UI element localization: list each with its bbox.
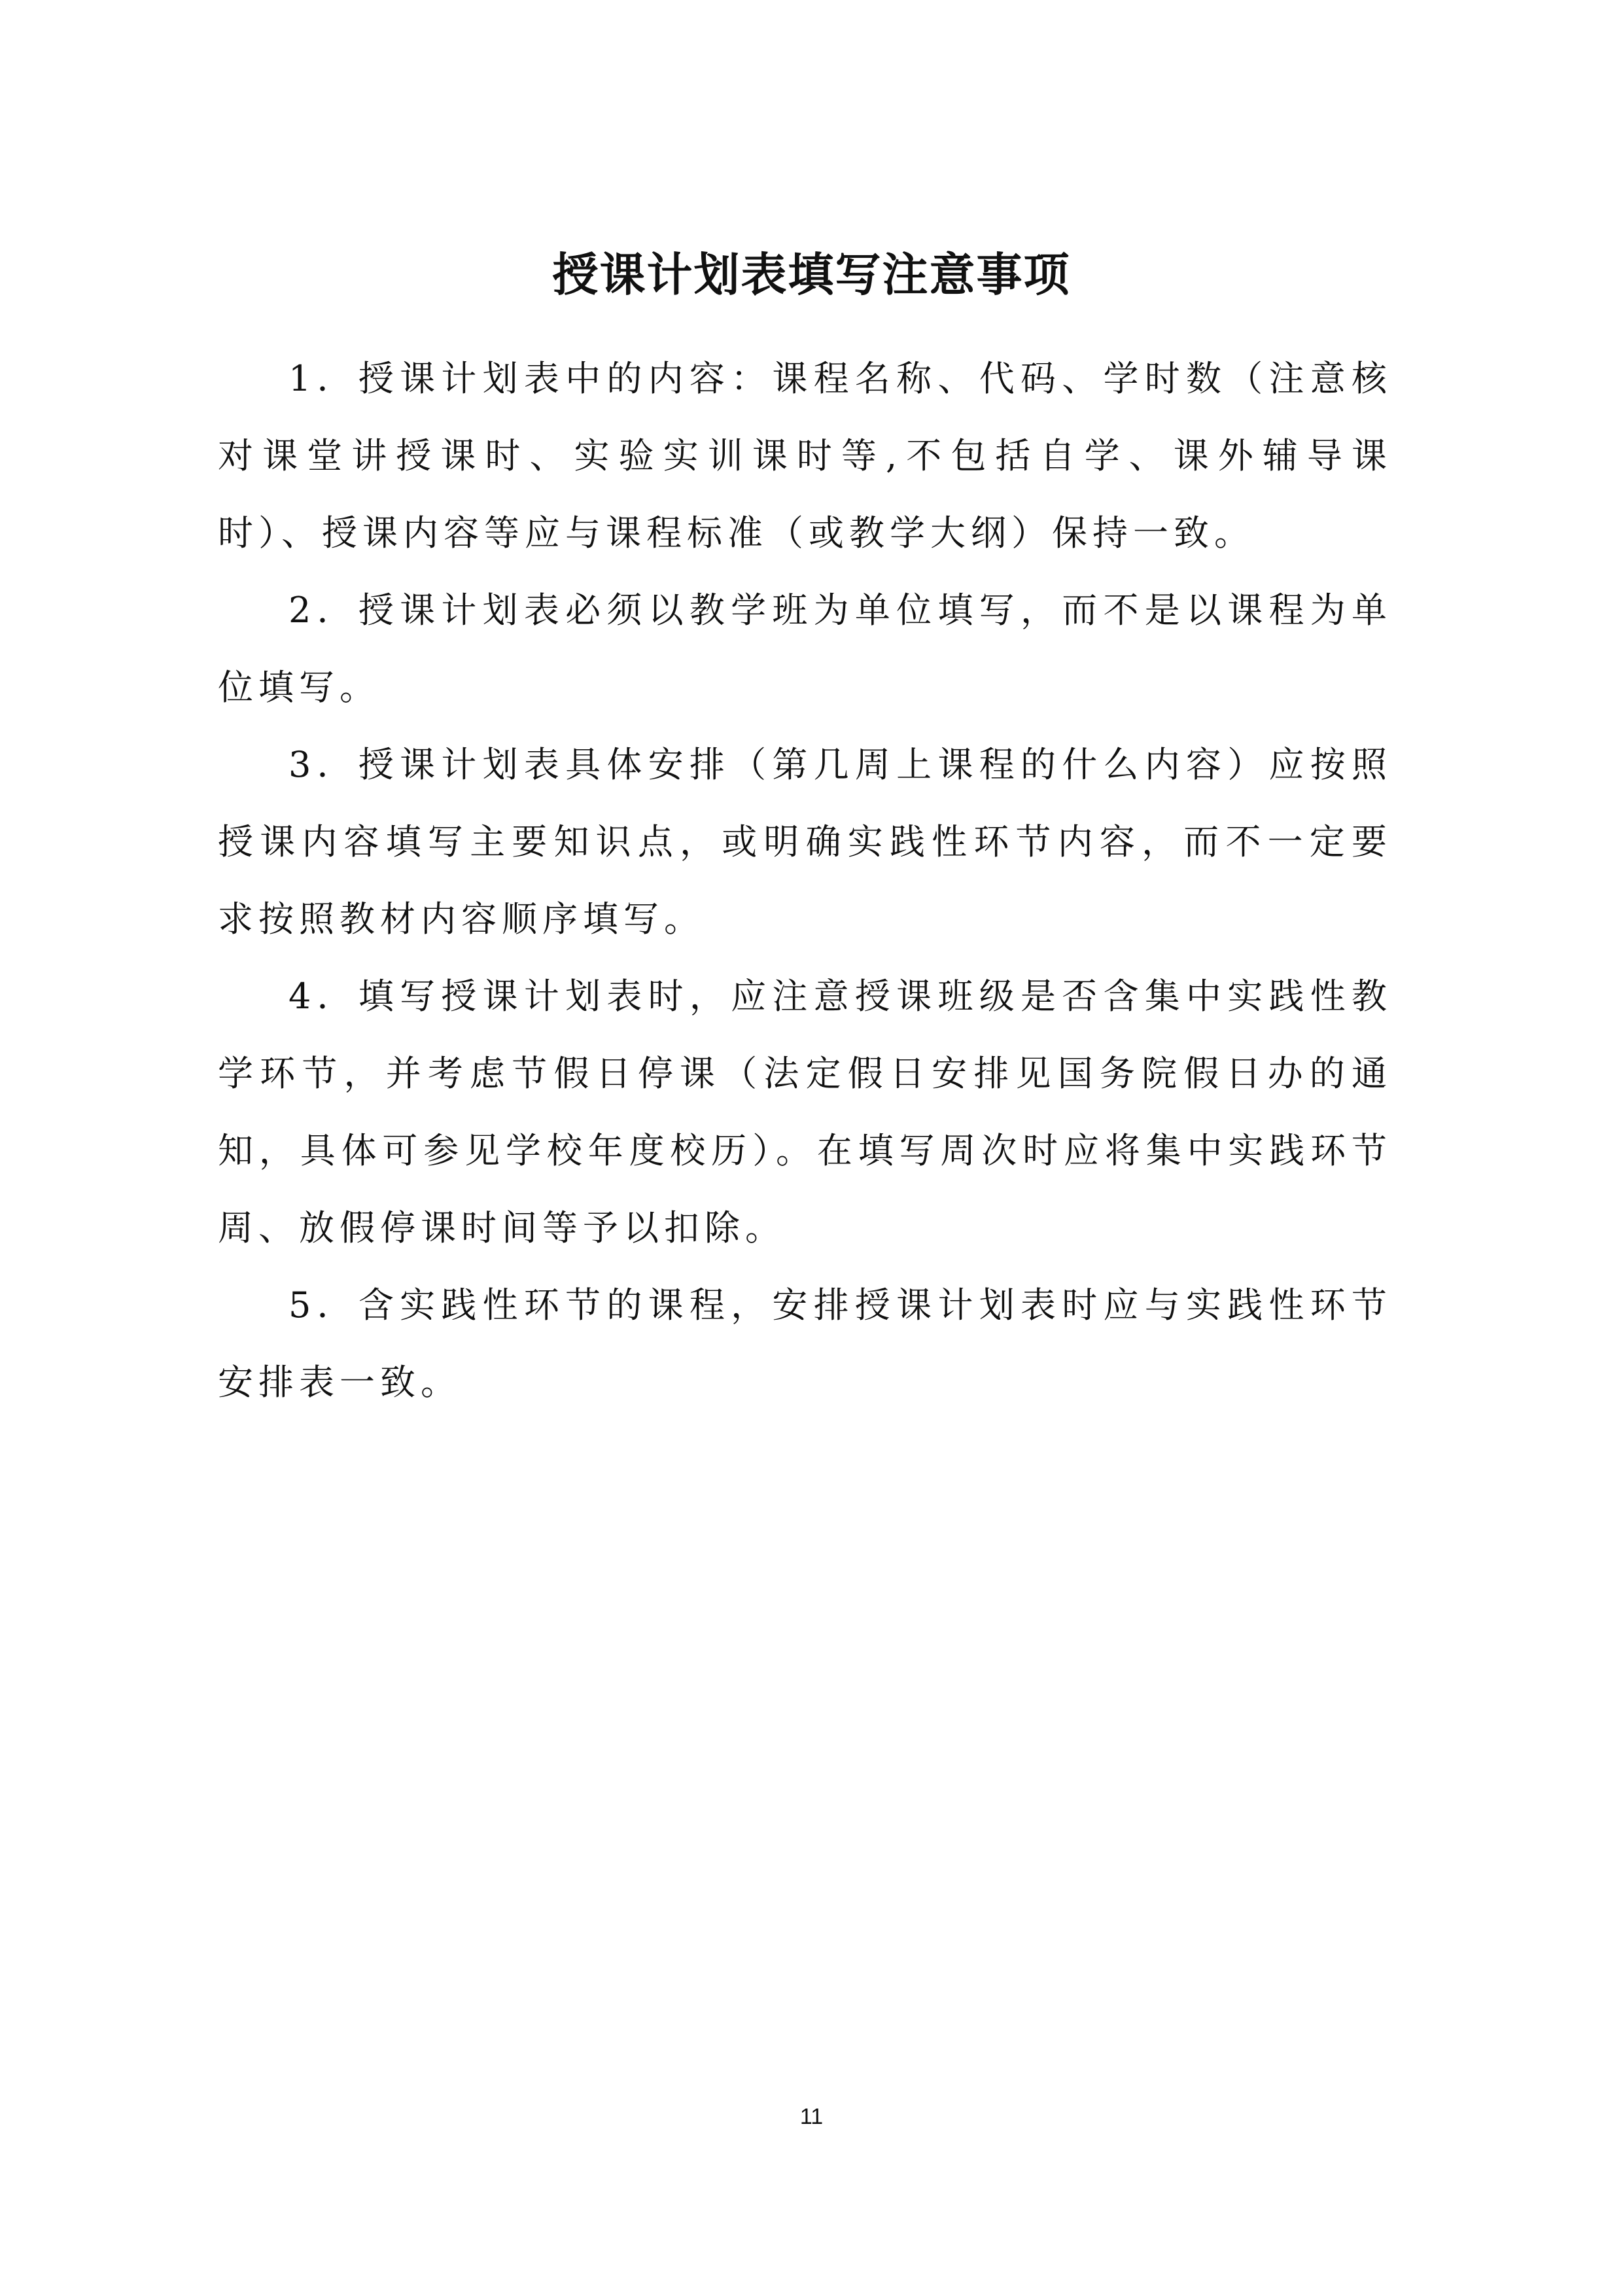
note-item-3: 3．授课计划表具体安排（第几周上课程的什么内容）应按照授课内容填写主要知识点，或明确实践性环节内容，而不一定要求按照教材内容顺序填写。 <box>218 744 1392 940</box>
page-title: 授课计划表填写注意事项 <box>552 248 1071 302</box>
note-item-4: 4．填写授课计划表时，应注意授课班级是否含集中实践性教学环节，并考虑节假日停课（法定假日安排见国务院假日办的通知，具体可参见学校年度校历）。在填写周次时应将集中实践环节周、放假停课时间等予以扣除。 <box>218 976 1392 1248</box>
notes-list <box>218 340 1392 1421</box>
note-item-2: 2．授课计划表必须以教学班为单位填写，而不是以课程为单位填写。 <box>218 590 1392 708</box>
note-item-5: 5．含实践性环节的课程，安排授课计划表时应与实践性环节安排表一致。 <box>218 1284 1392 1403</box>
note-item-1: 1．授课计划表中的内容：课程名称、代码、学时数（注意核对课堂讲授课时、实验实训课时等,不包括自学、课外辅导课时）、授课内容等应与课程标准（或教学大纲）保持一致。 <box>218 358 1392 554</box>
page-number: 11 <box>799 2104 824 2129</box>
